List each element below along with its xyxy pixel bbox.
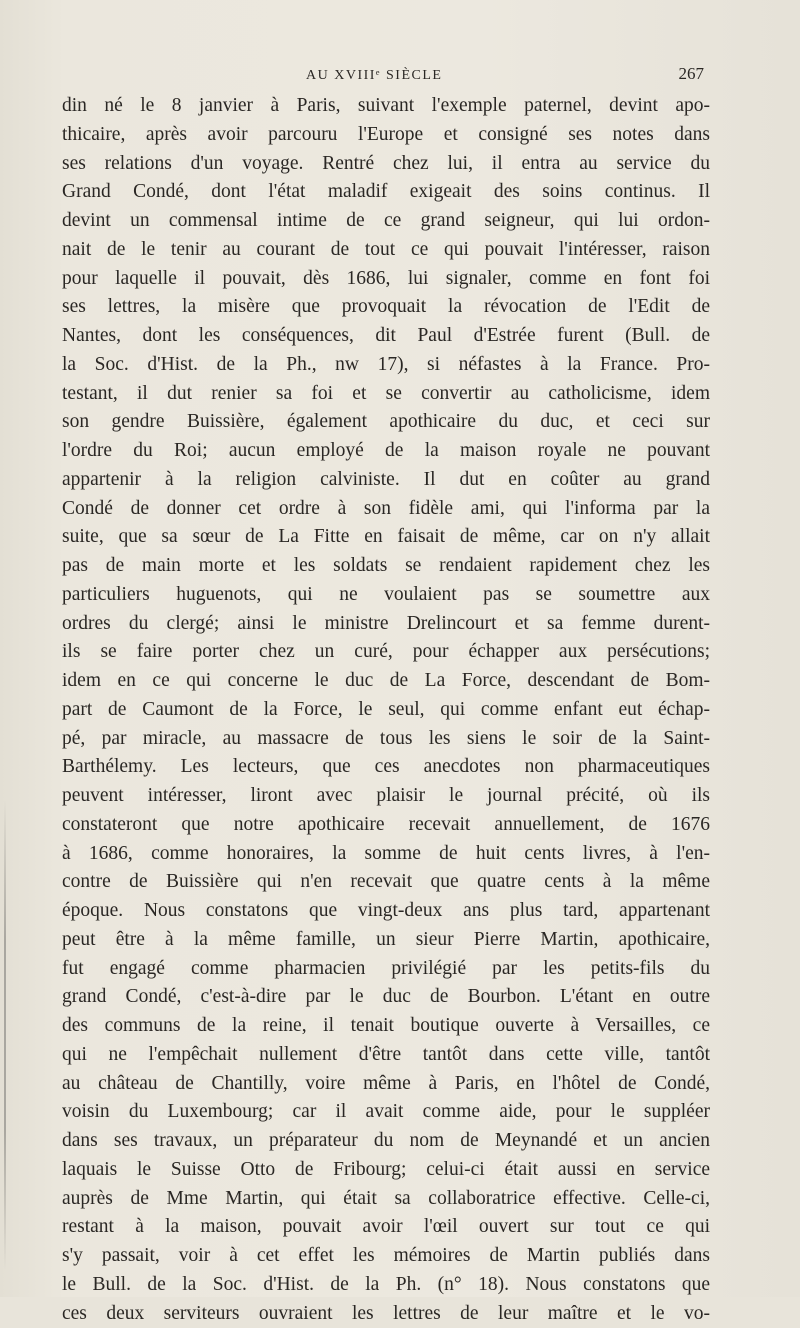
text-line: fut engagé comme pharmacien privilégié par les petits-fils du: [62, 955, 710, 984]
text-line: ses relations d'un voyage. Rentré chez lui, il entra au service du: [62, 150, 710, 179]
text-line: laquais le Suisse Otto de Fribourg; celui-ci était aussi en service: [62, 1156, 710, 1185]
text-line: part de Caumont de la Force, le seul, qui comme enfant eut échap-: [62, 696, 710, 725]
text-line: appartenir à la religion calviniste. Il dut en coûter au grand: [62, 466, 710, 495]
text-line: Grand Condé, dont l'état maladif exigeait des soins continus. Il: [62, 178, 710, 207]
text-line: pé, par miracle, au massacre de tous les siens le soir de la Saint-: [62, 725, 710, 754]
text-line: s'y passait, voir à cet effet les mémoires de Martin publiés dans: [62, 1242, 710, 1271]
text-line: restant à la maison, pouvait avoir l'œil ouvert sur tout ce qui: [62, 1213, 710, 1242]
page-edge-shadow: [4, 800, 6, 1270]
text-line: l'ordre du Roi; aucun employé de la maison royale ne pouvant: [62, 437, 710, 466]
text-line: thicaire, après avoir parcouru l'Europe et consigné ses notes dans: [62, 121, 710, 150]
text-line: époque. Nous constatons que vingt-deux ans plus tard, appartenant: [62, 897, 710, 926]
text-line: auprès de Mme Martin, qui était sa collaboratrice effective. Celle-ci,: [62, 1185, 710, 1214]
text-line: contre de Buissière qui n'en recevait que quatre cents à la même: [62, 868, 710, 897]
text-line: ordres du clergé; ainsi le ministre Drelincourt et sa femme durent-: [62, 610, 710, 639]
text-line: à 1686, comme honoraires, la somme de huit cents livres, à l'en-: [62, 840, 710, 869]
text-line: son gendre Buissière, également apothicaire du duc, et ceci sur: [62, 408, 710, 437]
text-line: qui ne l'empêchait nullement d'être tantôt dans cette ville, tantôt: [62, 1041, 710, 1070]
text-line: pas de main morte et les soldats se rendaient rapidement chez les: [62, 552, 710, 581]
text-line: des communs de la reine, il tenait boutique ouverte à Versailles, ce: [62, 1012, 710, 1041]
text-line: testant, il dut renier sa foi et se convertir au catholicisme, idem: [62, 380, 710, 409]
text-line: suite, que sa sœur de La Fitte en faisait de même, car on n'y allait: [62, 523, 710, 552]
text-line: nait de le tenir au courant de tout ce qui pouvait l'intéresser, raison: [62, 236, 710, 265]
text-line: le Bull. de la Soc. d'Hist. de la Ph. (n° 18). Nous constatons que: [62, 1271, 710, 1300]
text-line: voisin du Luxembourg; car il avait comme aide, pour le suppléer: [62, 1098, 710, 1127]
text-line: ses lettres, la misère que provoquait la révocation de l'Edit de: [62, 293, 710, 322]
text-line: din né le 8 janvier à Paris, suivant l'exemple paternel, devint apo-: [62, 92, 710, 121]
text-line: au château de Chantilly, voire même à Paris, en l'hôtel de Condé,: [62, 1070, 710, 1099]
text-line: Barthélemy. Les lecteurs, que ces anecdotes non pharmaceutiques: [62, 753, 710, 782]
text-line: Nantes, dont les conséquences, dit Paul d'Estrée furent (Bull. de: [62, 322, 710, 351]
page-number: 267: [679, 64, 705, 84]
running-title: AU XVIIIᵉ SIÈCLE: [306, 68, 442, 84]
body-text: [62, 92, 710, 1328]
text-line: idem en ce qui concerne le duc de La Force, descendant de Bom-: [62, 667, 710, 696]
text-line: constateront que notre apothicaire recevait annuellement, de 1676: [62, 811, 710, 840]
text-line: ces deux serviteurs ouvraient les lettres de leur maître et le vo-: [62, 1300, 710, 1328]
text-line: pour laquelle il pouvait, dès 1686, lui signaler, comme en font foi: [62, 265, 710, 294]
text-line: Condé de donner cet ordre à son fidèle ami, qui l'informa par la: [62, 495, 710, 524]
running-head: [0, 64, 800, 94]
text-line: particuliers huguenots, qui ne voulaient pas se soumettre aux: [62, 581, 710, 610]
text-line: grand Condé, c'est-à-dire par le duc de Bourbon. L'étant en outre: [62, 983, 710, 1012]
text-line: dans ses travaux, un préparateur du nom de Meynandé et un ancien: [62, 1127, 710, 1156]
text-line: peuvent intéresser, liront avec plaisir le journal précité, où ils: [62, 782, 710, 811]
text-line: ils se faire porter chez un curé, pour échapper aux persécutions;: [62, 638, 710, 667]
text-line: devint un commensal intime de ce grand seigneur, qui lui ordon-: [62, 207, 710, 236]
text-line: peut être à la même famille, un sieur Pierre Martin, apothicaire,: [62, 926, 710, 955]
text-line: la Soc. d'Hist. de la Ph., nw 17), si néfastes à la France. Pro-: [62, 351, 710, 380]
